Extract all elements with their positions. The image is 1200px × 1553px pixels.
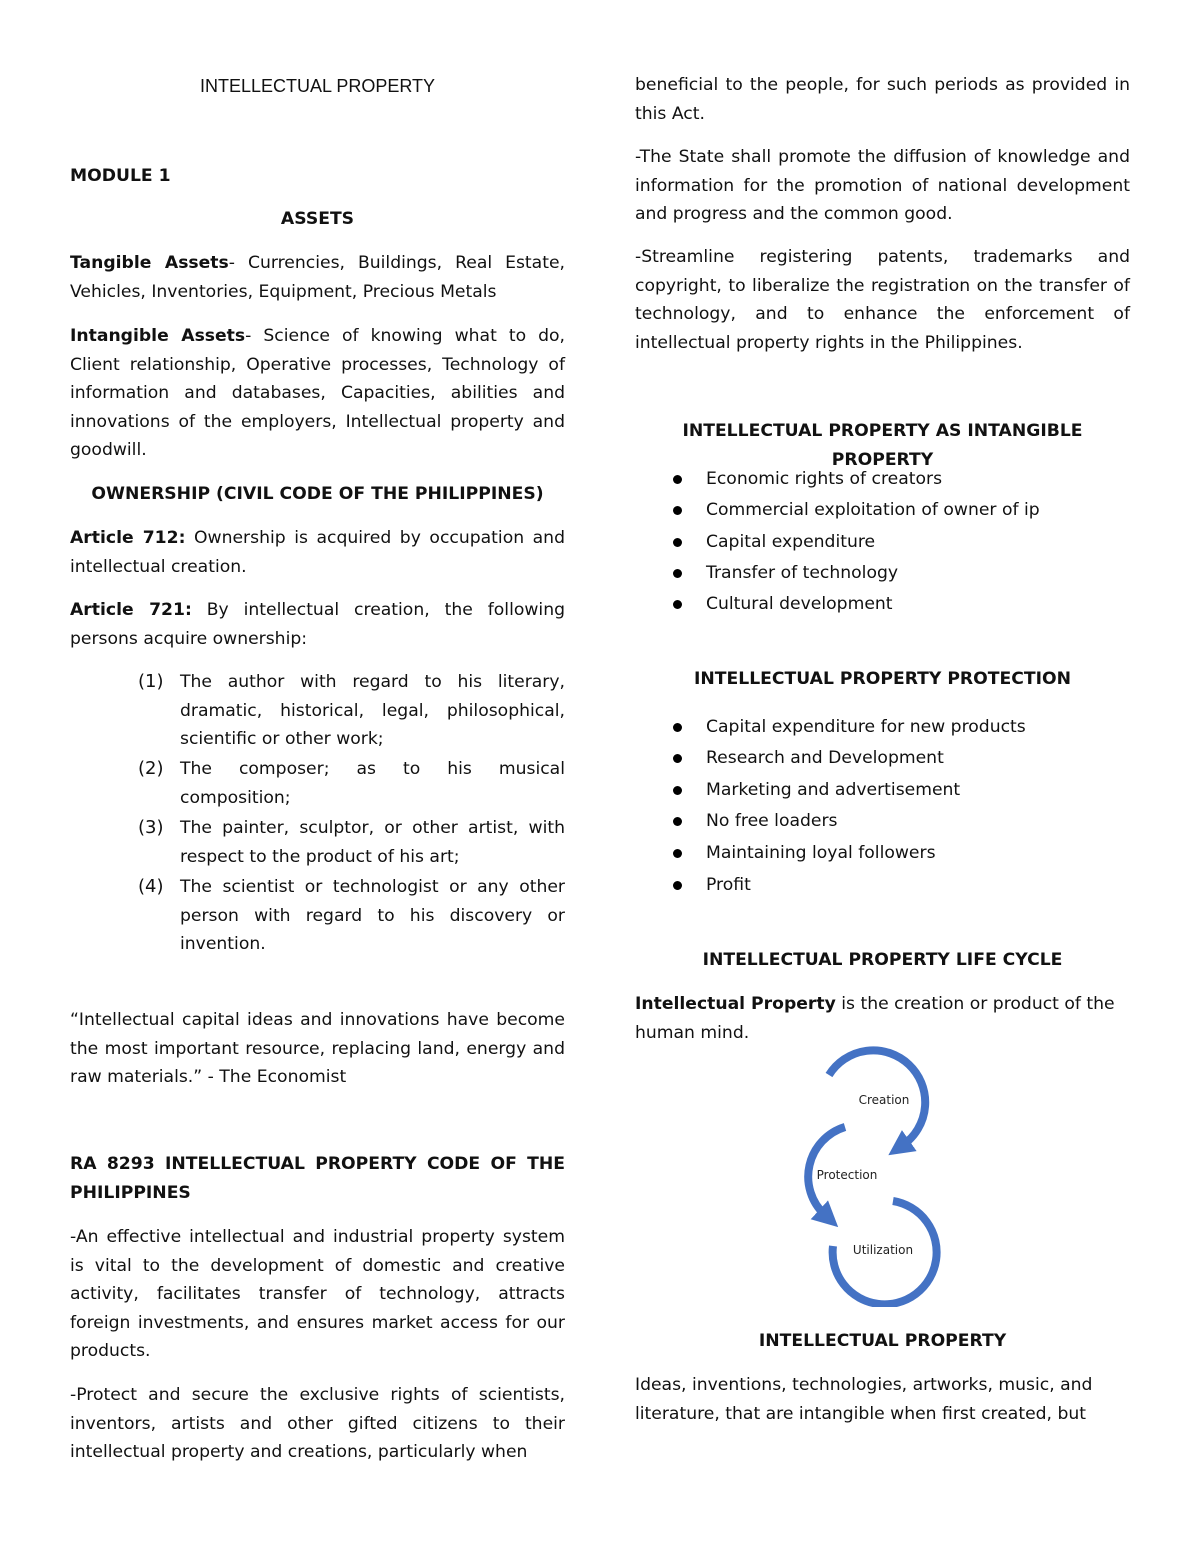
article-712-text: Ownership is acquired by occupation and intellectual creation. [70,528,565,577]
module-heading: MODULE 1 [70,166,171,186]
life-cycle-definition [635,990,1130,1047]
bullet-icon [673,600,682,609]
list-number: (2) [138,758,164,779]
bullet-icon [673,881,682,890]
economist-quote: “Intellectual capital ideas and innovations have become the most important resource, replacing land, energy and raw materials.” - The Economist [70,1010,565,1087]
bullet-icon [673,817,682,826]
intellectual-property-definition: Ideas, inventions, technologies, artworks, music, and literature, that are intangible when first created, but [635,1375,1093,1424]
ownership-heading: OWNERSHIP (CIVIL CODE OF THE PHILIPPINES) [91,484,544,504]
list-item-text: The painter, sculptor, or other artist, with respect to the product of his art; [180,818,565,867]
assets-heading: ASSETS [280,209,355,229]
bullet-icon [673,475,682,484]
intangible-assets-text: - Science of knowing what to do, Client relationship, Operative processes, Technology of information and databases, Capacities, abilities and innovations of the employers, Intellectual property and goodwill. [70,326,566,460]
continued-paragraph: beneficial to the people, for such periods as provided in this Act. [635,75,1130,124]
intellectual-property-heading: INTELLECTUAL PROPERTY [758,1331,1007,1351]
list-item: Economic rights of creators [635,464,1130,495]
list-item: No free loaders [635,806,1130,837]
list-number: (3) [138,817,164,838]
life-cycle-text: is the creation or product of the human mind. [635,994,1115,1043]
intangible-assets-paragraph [70,322,565,465]
list-item: Maintaining loyal followers [635,838,1130,869]
article-721-label: Article 721: [70,600,192,620]
tangible-assets-paragraph [70,249,565,306]
protection-heading: INTELLECTUAL PROPERTY PROTECTION [694,669,1071,689]
article-721-paragraph [70,596,565,653]
life-cycle-heading: INTELLECTUAL PROPERTY LIFE CYCLE [702,950,1063,970]
list-item: Capital expenditure for new products [635,712,1130,743]
life-cycle-label: Intellectual Property [635,994,836,1014]
list-item-text: The scientist or technologist or any other person with regard to his discovery or invention. [180,877,565,954]
list-item: Cultural development [635,589,1130,620]
list-item: Profit [635,870,1130,901]
ownership-list-item [70,873,565,959]
article-721-text: By intellectual creation, the following persons acquire ownership: [70,600,566,649]
list-item-text: The composer; as to his musical composition; [180,759,565,808]
ra-8293-paragraph-1: -An effective intellectual and industrial property system is vital to the development of domestic and creative activity, facilitates transfer of technology, attracts foreign investments, and ensures market access for our products. [70,1227,565,1361]
list-item: Transfer of technology [635,558,1130,589]
article-712-paragraph [70,524,565,581]
tangible-assets-label: Tangible Assets [70,253,229,273]
ownership-list-item [70,755,565,812]
creation-label: Creation [858,1093,910,1107]
document-title: INTELLECTUAL PROPERTY [199,76,436,96]
bullet-icon [673,723,682,732]
life-cycle-diagram [785,1042,945,1307]
list-item: Marketing and advertisement [635,775,1130,806]
list-number: (4) [138,876,164,897]
bullet-icon [673,538,682,547]
article-712-label: Article 712: [70,528,186,548]
bullet-icon [673,754,682,763]
bullet-icon [673,506,682,515]
ownership-list-item [70,668,565,754]
ownership-list-item [70,814,565,871]
list-item: Commercial exploitation of owner of ip [635,495,1130,526]
list-number: (1) [138,671,164,692]
utilization-label: Utilization [852,1243,914,1257]
bullet-icon [673,786,682,795]
list-item: Research and Development [635,743,1130,774]
list-item: Capital expenditure [635,527,1130,558]
list-item-text: The author with regard to his literary, dramatic, historical, legal, philosophical, scientific or other work; [180,672,565,749]
intangible-property-heading: INTELLECTUAL PROPERTY AS INTANGIBLE PROPERTY [682,421,1083,470]
intangible-assets-label: Intangible Assets [70,326,246,346]
tangible-assets-text: - Currencies, Buildings, Real Estate, Vehicles, Inventories, Equipment, Precious Metals [70,253,565,302]
ra-8293-heading: RA 8293 INTELLECTUAL PROPERTY CODE OF THE PHILIPPINES [70,1154,565,1203]
bullet-icon [673,569,682,578]
streamline-paragraph: -Streamline registering patents, trademarks and copyright, to liberalize the registration on the transfer of technology, and to enhance the enforcement of intellectual property rights in the Philippines. [635,247,1130,353]
protection-label: Protection [816,1168,878,1182]
ra-8293-paragraph-2: -Protect and secure the exclusive rights of scientists, inventors, artists and other gifted citizens to their intellectual property and creations, particularly when [70,1385,565,1462]
bullet-icon [673,849,682,858]
state-promotion-paragraph: -The State shall promote the diffusion of knowledge and information for the promotion of national development and progress and the common good. [635,147,1130,224]
